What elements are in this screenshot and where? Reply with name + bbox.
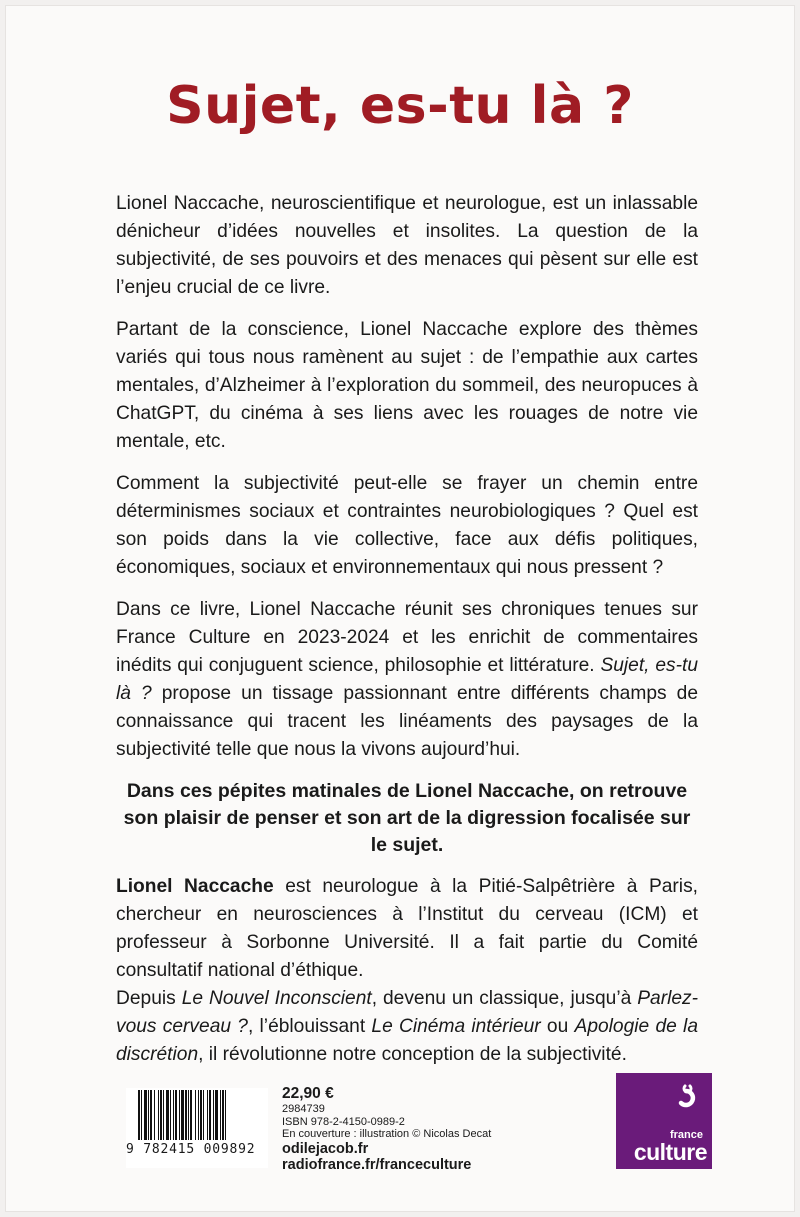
price: 22,90 €: [282, 1085, 334, 1102]
barcode-bar: [163, 1090, 164, 1140]
book-title: Sujet, es-tu là ?: [166, 76, 634, 136]
author-works: [116, 985, 698, 1069]
barcode-bar: [203, 1090, 204, 1140]
works-text: , devenu un classique, jusqu’à: [371, 988, 638, 1009]
back-cover: [6, 6, 794, 1211]
author-name: Lionel Naccache: [116, 876, 274, 897]
radio-website: radiofrance.fr/franceculture: [282, 1156, 472, 1173]
works-text: , l’éblouissant: [247, 1016, 372, 1037]
cover-credit: En couverture : illustration © Nicolas Decat: [282, 1128, 492, 1140]
barcode-bar: [138, 1090, 140, 1140]
barcode-digits: 9 782415 009892: [126, 1142, 256, 1157]
works-end: , il révolutionne notre conception de la subjectivité.: [198, 1044, 627, 1065]
paragraph-3: Comment la subjectivité peut-elle se frayer un chemin entre déterminismes sociaux et contraintes neurobiologiques ? Quel est son poids dans la vie collective, face aux défis politiques, économiques, sociaux et environnementaux qui nous pressent ?: [116, 473, 698, 578]
paragraph-2: Partant de la conscience, Lionel Naccache explore des thèmes variés qui tous nous ramènent au sujet : de l’empathie aux cartes mentales, d’Alzheimer à l’exploration du sommeil, des neuropuces à ChatGPT, du cinéma à ses liens avec les rouages de notre vie mentale, etc.: [116, 319, 698, 452]
author-bio: [116, 873, 698, 985]
barcode-bar: [179, 1090, 180, 1140]
barcode-bar: [175, 1090, 177, 1140]
pull-quote: Dans ces pépites matinales de Lionel Naccache, on retrouve son plaisir de penser et son art de la digression focalisée sur le sujet.: [123, 780, 691, 856]
barcode-bar: [190, 1090, 192, 1140]
works-intro: Depuis: [116, 988, 182, 1009]
logo-small-text: france: [669, 1129, 703, 1141]
barcode-bar: [220, 1090, 221, 1140]
barcode-bar: [215, 1090, 218, 1140]
author-bio-text: est neurologue à la Pitié-Salpêtrière à Paris, chercheur en neurosciences à l’Institut du cerveau (ICM) et professeur à Sorbonne Université. Il a fait partie du Comité consultatif national d’éthique.: [116, 876, 698, 981]
barcode-bar: [198, 1090, 199, 1140]
barcode-bar: [154, 1090, 155, 1140]
barcode-bar: [222, 1090, 224, 1140]
barcode-bar: [207, 1090, 208, 1140]
barcode-bar: [160, 1090, 162, 1140]
paragraph-4-start: Dans ce livre, Lionel Naccache réunit ses chroniques tenues sur France Culture en 2023-2024 et les enrichit de commentaires inédits qui conjuguent science, philosophie et littérature.: [116, 599, 698, 676]
barcode-bar: [170, 1090, 171, 1140]
publisher-info: [282, 1085, 542, 1173]
spiral-icon: [616, 1073, 712, 1129]
barcode-bar: [200, 1090, 202, 1140]
work-title: Apologie de la discrétion: [116, 1016, 698, 1065]
paragraph-4: [116, 596, 698, 764]
isbn: ISBN 978-2-4150-0989-2: [282, 1115, 405, 1128]
barcode-bar: [225, 1090, 226, 1140]
product-code: 2984739: [282, 1103, 325, 1115]
publisher-website: odilejacob.fr: [282, 1140, 369, 1157]
work-title: Le Nouvel Inconscient: [181, 988, 372, 1009]
barcode: [126, 1088, 268, 1168]
barcode-bar: [150, 1090, 152, 1140]
paragraph-4-end: propose un tissage passionnant entre différents champs de connaissance qui tracent les linéaments des paysages de la subjectivité telle que nous la vivons aujourd’hui.: [116, 683, 698, 760]
back-cover-text: [116, 190, 698, 1069]
works-text: ou: [540, 1016, 575, 1037]
barcode-bar: [141, 1090, 142, 1140]
barcode-bar: [158, 1090, 159, 1140]
france-culture-logo: [616, 1073, 712, 1169]
barcode-bar: [209, 1090, 211, 1140]
paragraph-4-title: Sujet, es-tu là ?: [116, 655, 698, 704]
barcode-bar: [213, 1090, 214, 1140]
work-title: Le Cinéma intérieur: [371, 1016, 541, 1037]
barcode-bar: [148, 1090, 149, 1140]
barcode-bars-icon: [126, 1088, 268, 1144]
paragraph-1: Lionel Naccache, neuroscientifique et neurologue, est un inlassable dénicheur d’idées nouvelles et insolites. La question de la subjectivité, de ses pouvoirs et des menaces qui pèsent sur elle est l’enjeu crucial de ce livre.: [116, 193, 698, 298]
barcode-bar: [181, 1090, 184, 1140]
barcode-bar: [166, 1090, 169, 1140]
barcode-bar: [144, 1090, 147, 1140]
barcode-bar: [185, 1090, 187, 1140]
barcode-bar: [173, 1090, 174, 1140]
work-title: Parlez-vous cerveau ?: [116, 988, 698, 1037]
barcode-bar: [195, 1090, 196, 1140]
barcode-bar: [188, 1090, 189, 1140]
logo-big-text: culture: [633, 1139, 707, 1165]
